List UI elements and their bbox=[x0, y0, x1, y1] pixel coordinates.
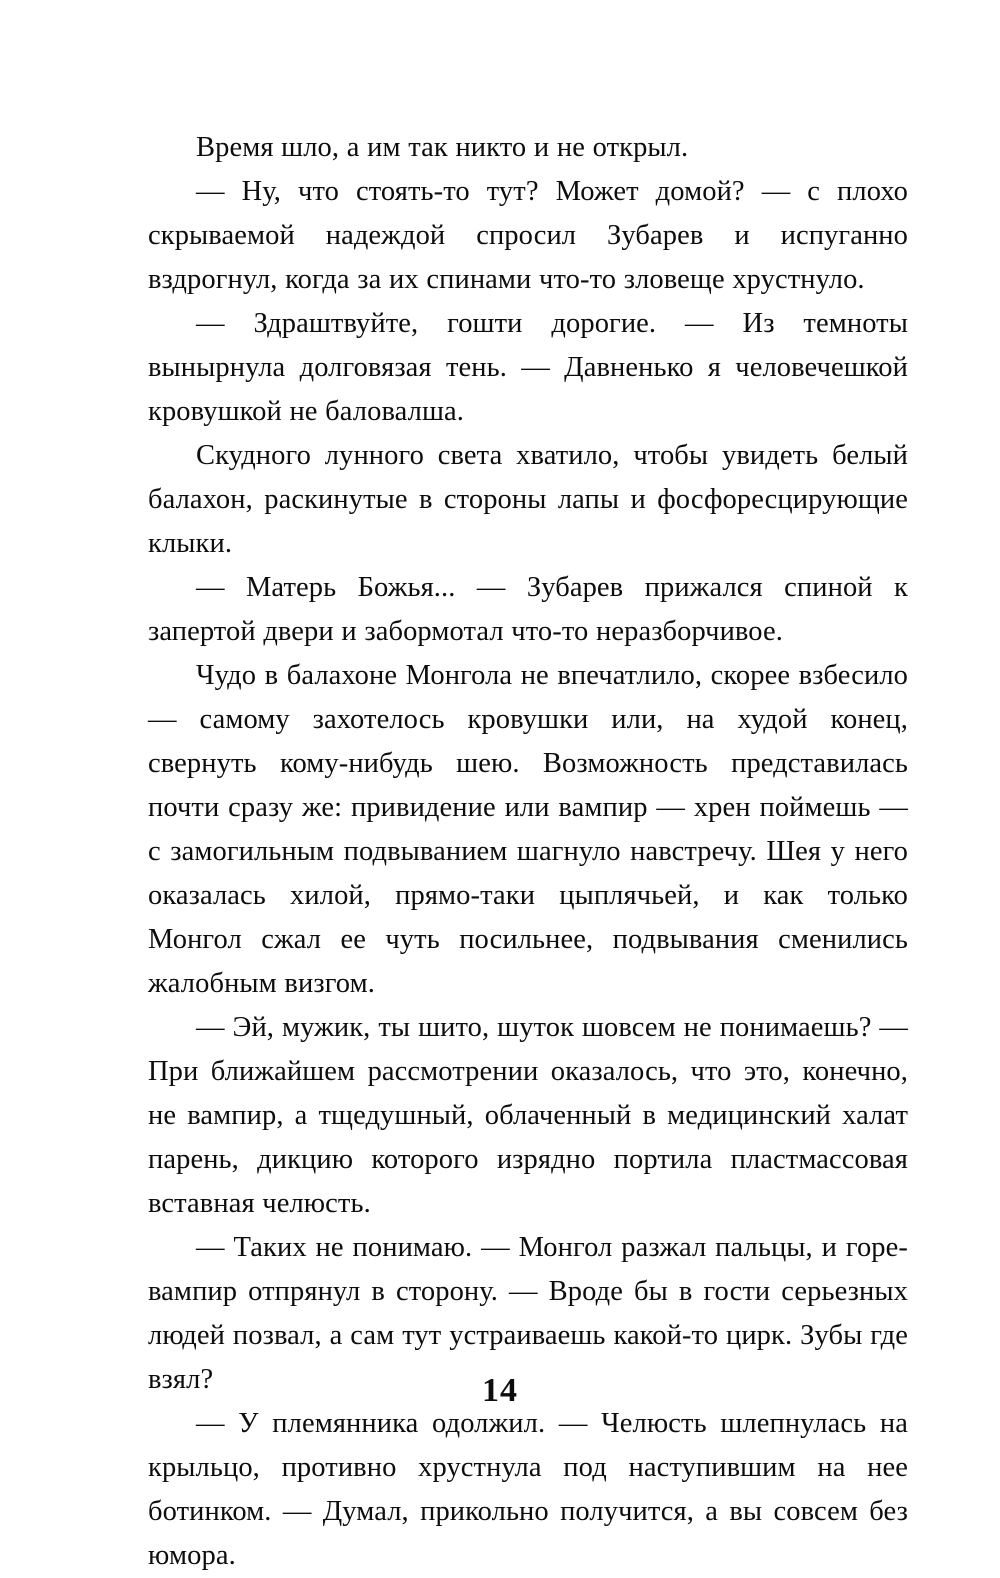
paragraph: Чудо в балахоне Монгола не впечатлило, скорее взбесило — самому захотелось кровушки или, на худой конец, свернуть кому-нибудь шею. Возможность представилась почти сразу же: привидение или вампир — хрен поймешь — с замогильным подвыванием шагнуло навстречу. Шея у него оказалась хилой, прямо-таки цыплячьей, и как только Монгол сжал ее чуть посильнее, подвывания сменились жалобным визгом. bbox=[148, 660, 908, 999]
paragraph: — Таких не понимаю. — Монгол разжал пальцы, и горе-вампир отпрянул в сторону. — Вроде бы в гости серьезных людей позвал, а сам тут устраиваешь какой-то цирк. Зубы где взял? bbox=[148, 1232, 908, 1395]
paragraph: — Ну, что стоять-то тут? Может домой? — с плохо скрываемой надеждой спросил Зубарев и испуганно вздрогнул, когда за их спинами что-то зловеще хрустнуло. bbox=[148, 176, 908, 295]
paragraph: Время шло, а им так никто и не открыл. bbox=[196, 132, 689, 163]
paragraph: — У племянника одолжил. — Челюсть шлепнулась на крыльцо, противно хрустнула под наступившим на нее ботинком. — Думал, прикольно получится, а вы совсем без юмора. bbox=[148, 1408, 908, 1571]
paragraph: Скудного лунного света хватило, чтобы увидеть белый балахон, раскинутые в стороны лапы и фосфоресцирующие клыки. bbox=[148, 440, 908, 559]
paragraph: — Здраштвуйте, гошти дорогие. — Из темноты вынырнула долговязая тень. — Давненько я человечешкой кровушкой не баловалша. bbox=[148, 308, 908, 427]
paragraph: — Эй, мужик, ты шито, шуток шовсем не понимаешь? — При ближайшем рассмотрении оказалось, что это, конечно, не вампир, а тщедушный, облаченный в медицинский халат парень, дикцию которого изрядно портила пластмассовая вставная челюсть. bbox=[148, 1012, 908, 1219]
body-text-column bbox=[148, 126, 908, 1578]
paragraph: — Матерь Божья... — Зубарев прижался спиной к запертой двери и забормотал что-то неразборчивое. bbox=[148, 572, 908, 647]
page-number: 14 bbox=[482, 1372, 518, 1409]
